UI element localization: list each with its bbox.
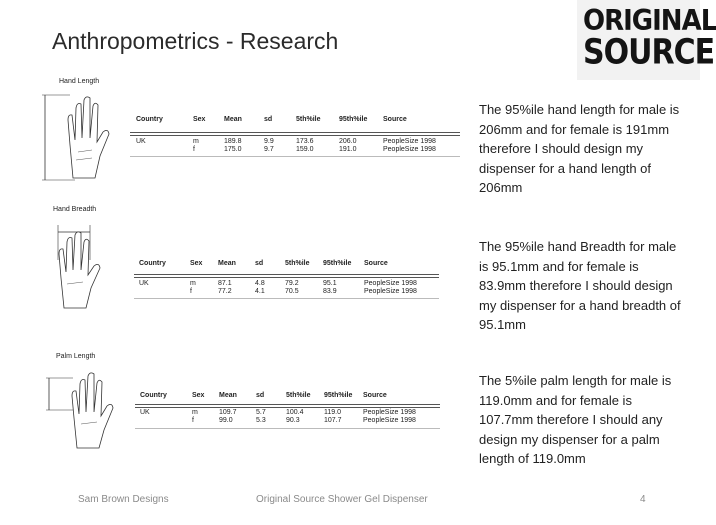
cell-sex: f (190, 288, 192, 295)
cell-sex: f (193, 146, 195, 153)
palm-length-diagram (43, 368, 123, 453)
col-sd: sd (264, 116, 273, 123)
cell-mean: 77.2 (218, 288, 232, 295)
palm-length-label: Palm Length (56, 353, 96, 360)
palm-length-text: The 5%ile palm length for male is 119.0mm and for female is 107.7mm therefore I should any design my dispenser for a palm length of 119.0mm (479, 373, 672, 466)
table-divider (134, 298, 439, 299)
col-source: Source (383, 116, 407, 123)
cell-source: PeopleSize 1998 (383, 146, 436, 153)
cell-source: PeopleSize 1998 (364, 288, 417, 295)
cell-sex: m (193, 138, 199, 145)
cell-95th: 206.0 (339, 138, 357, 145)
cell-sd: 5.7 (256, 409, 266, 416)
cell-mean: 87.1 (218, 280, 232, 287)
cell-5th: 79.2 (285, 280, 299, 287)
cell-country: UK (136, 138, 146, 145)
col-country: Country (140, 392, 167, 399)
cell-source: PeopleSize 1998 (363, 409, 416, 416)
col-mean: Mean (224, 116, 242, 123)
palm-length-table (135, 388, 440, 433)
cell-sd: 4.1 (255, 288, 265, 295)
cell-95th: 83.9 (323, 288, 337, 295)
cell-sex: f (192, 417, 194, 424)
cell-5th: 70.5 (285, 288, 299, 295)
col-5th: 5th%ile (286, 392, 311, 399)
col-sex: Sex (190, 260, 203, 267)
cell-sd: 9.7 (264, 146, 274, 153)
cell-mean: 109.7 (219, 409, 237, 416)
hand-breadth-table (134, 256, 439, 301)
table-divider (135, 407, 440, 408)
hand-length-text: The 95%ile hand length for male is 206mm and for female is 191mm therefore I should design my dispenser for a hand length of 206mm (479, 102, 680, 195)
cell-source: PeopleSize 1998 (364, 280, 417, 287)
col-5th: 5th%ile (285, 260, 310, 267)
table-divider (130, 132, 460, 133)
cell-95th: 95.1 (323, 280, 337, 287)
cell-sd: 5.3 (256, 417, 266, 424)
cell-sd: 4.8 (255, 280, 265, 287)
hand-length-diagram (40, 90, 120, 185)
logo-line-1: ORIGINAL (583, 4, 716, 38)
cell-95th: 107.7 (324, 417, 342, 424)
cell-5th: 90.3 (286, 417, 300, 424)
footer-author: Sam Brown Designs (78, 494, 169, 505)
col-95th: 95th%ile (339, 116, 368, 123)
col-sd: sd (255, 260, 264, 267)
cell-95th: 191.0 (339, 146, 357, 153)
col-95th: 95th%ile (323, 260, 352, 267)
col-mean: Mean (219, 392, 237, 399)
hand-breadth-diagram (50, 220, 125, 315)
hand-breadth-text: The 95%ile hand Breadth for male is 95.1mm and for female is 83.9mm therefore I should design my dispenser for a hand breadth of 95.1mm (479, 239, 681, 332)
cell-source: PeopleSize 1998 (363, 417, 416, 424)
cell-mean: 175.0 (224, 146, 242, 153)
original-source-logo (577, 0, 716, 80)
hand-length-label: Hand Length (59, 78, 100, 85)
table-divider (135, 404, 440, 405)
cell-country: UK (140, 409, 150, 416)
cell-5th: 159.0 (296, 146, 314, 153)
cell-sex: m (192, 409, 198, 416)
cell-country: UK (139, 280, 149, 287)
cell-5th: 173.6 (296, 138, 314, 145)
logo-line-2: SOURCE (583, 32, 715, 73)
hand-breadth-label: Hand Breadth (53, 206, 97, 213)
col-mean: Mean (218, 260, 236, 267)
table-divider (134, 274, 439, 275)
cell-5th: 100.4 (286, 409, 304, 416)
cell-sex: m (190, 280, 196, 287)
col-95th: 95th%ile (324, 392, 353, 399)
page-number: 4 (640, 494, 646, 505)
col-sex: Sex (193, 116, 206, 123)
col-sex: Sex (192, 392, 205, 399)
table-divider (134, 277, 439, 278)
cell-mean: 99.0 (219, 417, 233, 424)
page-title: Anthropometrics - Research (52, 28, 339, 54)
table-divider (135, 428, 440, 429)
cell-sd: 9.9 (264, 138, 274, 145)
col-5th: 5th%ile (296, 116, 321, 123)
cell-mean: 189.8 (224, 138, 242, 145)
col-source: Source (363, 392, 387, 399)
hand-length-table (130, 112, 460, 158)
cell-source: PeopleSize 1998 (383, 138, 436, 145)
col-sd: sd (256, 392, 265, 399)
footer-title: Original Source Shower Gel Dispenser (256, 494, 428, 505)
col-country: Country (136, 116, 163, 123)
table-divider (130, 156, 460, 157)
col-country: Country (139, 260, 166, 267)
cell-95th: 119.0 (324, 409, 341, 416)
table-divider (130, 135, 460, 136)
col-source: Source (364, 260, 388, 267)
